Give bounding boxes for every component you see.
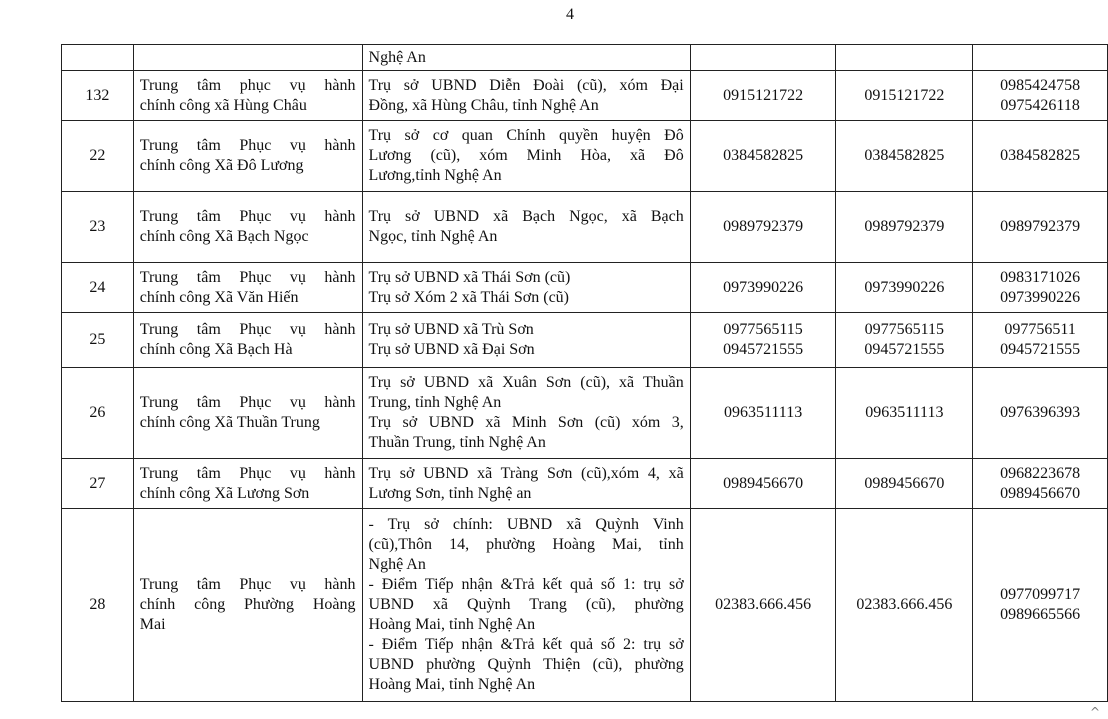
- phone-cell-2: [836, 313, 973, 368]
- address-line: UBND phường Quỳnh Thiện (cũ), phường: [368, 656, 684, 673]
- phone-cell-1: [690, 121, 836, 192]
- center-name: [133, 509, 362, 702]
- table-row: [62, 459, 1108, 509]
- row-number: 25: [62, 313, 134, 368]
- center-name-line: Trung tâm Phục vụ hành: [139, 394, 356, 411]
- address-line: Ngọc, tỉnh Nghệ An: [368, 228, 498, 245]
- phone-number: 0977565115: [864, 321, 945, 338]
- center-name-line: chính công Xã Bạch Ngọc: [139, 228, 309, 245]
- phone-number: 0985424758: [1000, 76, 1081, 94]
- center-name-line: Trung tâm Phục vụ hành: [139, 576, 356, 593]
- phone-cell-3: [973, 192, 1108, 263]
- row-number: [62, 45, 134, 71]
- phone-number: 0384582825: [723, 147, 804, 164]
- contact-table: [61, 44, 1108, 702]
- phone-number: 0915121722: [723, 86, 804, 104]
- phone-number: 0384582825: [1000, 147, 1081, 164]
- phone-number: 02383.666.456: [715, 596, 812, 613]
- phone-cell-3: [973, 71, 1108, 121]
- address-line: Lương Sơn, tỉnh Nghệ an: [368, 484, 532, 502]
- address-line: Trụ sở UBND xã Tràng Sơn (cũ),xóm 4, xã: [368, 464, 684, 482]
- phone-cell-3: [973, 121, 1108, 192]
- center-address: [362, 509, 690, 702]
- address-line: Thuần Trung, tỉnh Nghệ An: [368, 434, 546, 451]
- address-line: Lương,tỉnh Nghệ An: [368, 167, 502, 184]
- center-address: [362, 71, 690, 121]
- phone-number: 0989456670: [864, 474, 945, 492]
- center-name-line: Mai: [139, 616, 166, 633]
- row-number: 27: [62, 459, 134, 509]
- center-name-line: chính công Xã Văn Hiến: [139, 288, 299, 306]
- address-line: (cũ),Thôn 14, phường Hoàng Mai, tỉnh: [368, 536, 684, 553]
- center-name-line: chính công xã Hùng Châu: [139, 96, 307, 114]
- phone-cell-3: [973, 509, 1108, 702]
- address-line: Lương (cũ), xóm Minh Hòa, xã Đô: [368, 147, 684, 164]
- table-row: [62, 45, 1108, 71]
- center-name: [133, 313, 362, 368]
- address-line: Trụ sở cơ quan Chính quyền huyện Đô: [368, 127, 684, 144]
- center-name-line: Trung tâm phục vụ hành: [139, 76, 356, 94]
- phone-cell-1: [690, 263, 836, 313]
- center-name-line: chính công Xã Bạch Hà: [139, 341, 293, 358]
- center-name: [133, 368, 362, 459]
- center-name: [133, 263, 362, 313]
- phone-cell-2: [836, 459, 973, 509]
- center-name: [133, 192, 362, 263]
- address-line: Trụ sở UBND xã Thái Sơn (cũ): [368, 268, 571, 286]
- phone-number: 0983171026: [1000, 268, 1081, 286]
- phone-cell-1: [690, 45, 836, 71]
- phone-number: 0989792379: [723, 218, 804, 235]
- center-name-line: chính công Xã Lương Sơn: [139, 484, 310, 502]
- address-line: Hoàng Mai, tỉnh Nghệ An: [368, 676, 536, 693]
- row-number: 22: [62, 121, 134, 192]
- phone-number: 02383.666.456: [856, 596, 953, 613]
- phone-number: 0975426118: [1000, 96, 1080, 114]
- center-name-line: chính công Xã Đô Lương: [139, 157, 304, 174]
- address-line: - Điểm Tiếp nhận &Trả kết quả số 2: trụ sở: [368, 636, 684, 653]
- address-line: Trụ sở Xóm 2 xã Thái Sơn (cũ): [368, 288, 569, 306]
- center-name: [133, 45, 362, 71]
- row-number: 26: [62, 368, 134, 459]
- table-row: [62, 313, 1108, 368]
- center-name-line: Trung tâm Phục vụ hành: [139, 137, 356, 154]
- center-name-line: Trung tâm Phục vụ hành: [139, 464, 356, 482]
- address-line: Hoàng Mai, tỉnh Nghệ An: [368, 616, 536, 633]
- phone-number: 0973990226: [864, 278, 945, 296]
- table-row: [62, 71, 1108, 121]
- phone-number: 0977565115: [723, 321, 803, 338]
- center-name: [133, 121, 362, 192]
- row-number: 28: [62, 509, 134, 702]
- phone-number: 0973990226: [1000, 288, 1081, 306]
- phone-cell-1: [690, 509, 836, 702]
- phone-number: 0989456670: [1000, 484, 1081, 502]
- address-line: Trụ sở UBND xã Minh Sơn (cũ) xóm 3,: [368, 414, 684, 431]
- phone-number: 097756511: [1004, 321, 1076, 338]
- address-line: Trụ sở UBND xã Đại Sơn: [368, 341, 535, 358]
- phone-cell-2: [836, 509, 973, 702]
- table-row: [62, 368, 1108, 459]
- address-line: Trụ sở UBND xã Bạch Ngọc, xã Bạch: [368, 208, 684, 225]
- table-row: [62, 192, 1108, 263]
- phone-cell-1: [690, 71, 836, 121]
- row-number: 132: [62, 71, 134, 121]
- phone-cell-3: [973, 263, 1108, 313]
- phone-number: 0945721555: [864, 341, 945, 358]
- table-row: [62, 263, 1108, 313]
- phone-number: 0977099717: [1000, 586, 1081, 603]
- row-number: 23: [62, 192, 134, 263]
- center-address: [362, 45, 690, 71]
- phone-number: 0989456670: [723, 474, 804, 492]
- phone-cell-1: [690, 313, 836, 368]
- phone-cell-2: [836, 121, 973, 192]
- center-name-line: Trung tâm Phục vụ hành: [139, 268, 356, 286]
- phone-cell-2: [836, 368, 973, 459]
- phone-cell-2: [836, 263, 973, 313]
- center-name-line: chính công Phường Hoàng: [139, 596, 356, 613]
- table-body: [62, 45, 1108, 702]
- address-line: Trụ sở UBND xã Xuân Sơn (cũ), xã Thuần: [368, 374, 684, 391]
- center-address: [362, 368, 690, 459]
- phone-cell-1: [690, 368, 836, 459]
- phone-number: 0968223678: [1000, 464, 1081, 482]
- phone-number: 0915121722: [864, 86, 945, 104]
- phone-cell-2: [836, 192, 973, 263]
- address-line: Trụ sở UBND Diễn Đoài (cũ), xóm Đại: [368, 76, 684, 94]
- center-address: [362, 313, 690, 368]
- center-address: [362, 192, 690, 263]
- phone-cell-3: [973, 368, 1108, 459]
- address-line: Trung, tỉnh Nghệ An: [368, 394, 502, 411]
- phone-number: 0976396393: [1000, 404, 1081, 421]
- center-address: [362, 121, 690, 192]
- center-name: [133, 459, 362, 509]
- phone-cell-2: [836, 71, 973, 121]
- phone-number: 0384582825: [864, 147, 945, 164]
- address-line: Nghệ An: [368, 556, 426, 573]
- phone-cell-1: [690, 459, 836, 509]
- phone-number: 0963511113: [865, 404, 944, 421]
- address-line: Nghệ An: [368, 48, 426, 66]
- center-name-line: Trung tâm Phục vụ hành: [139, 321, 356, 338]
- phone-number: 0989665566: [1000, 606, 1081, 623]
- phone-cell-3: [973, 459, 1108, 509]
- address-line: Trụ sở UBND xã Trù Sơn: [368, 321, 534, 338]
- center-name-line: Trung tâm Phục vụ hành: [139, 208, 356, 225]
- address-line: Đồng, xã Hùng Châu, tỉnh Nghệ An: [368, 96, 599, 114]
- phone-number: 0945721555: [723, 341, 804, 358]
- phone-number: 0945721555: [1000, 341, 1081, 358]
- center-name-line: chính công Xã Thuần Trung: [139, 414, 320, 431]
- page-number: 4: [566, 6, 574, 23]
- address-line: - Trụ sở chính: UBND xã Quỳnh Vinh: [368, 516, 684, 533]
- center-address: [362, 459, 690, 509]
- address-line: - Điểm Tiếp nhận &Trả kết quả số 1: trụ sở: [368, 576, 684, 593]
- phone-cell-3: [973, 45, 1108, 71]
- center-name: [133, 71, 362, 121]
- table-row: [62, 121, 1108, 192]
- phone-cell-1: [690, 192, 836, 263]
- scroll-up-mark: ^: [1089, 705, 1100, 719]
- address-line: UBND xã Quỳnh Trang (cũ), phường: [368, 596, 684, 613]
- phone-cell-3: [973, 313, 1108, 368]
- phone-number: 0973990226: [723, 278, 804, 296]
- phone-number: 0989792379: [1000, 218, 1081, 235]
- phone-cell-2: [836, 45, 973, 71]
- phone-number: 0989792379: [864, 218, 945, 235]
- phone-number: 0963511113: [723, 404, 803, 421]
- center-address: [362, 263, 690, 313]
- table-row: [62, 509, 1108, 702]
- row-number: 24: [62, 263, 134, 313]
